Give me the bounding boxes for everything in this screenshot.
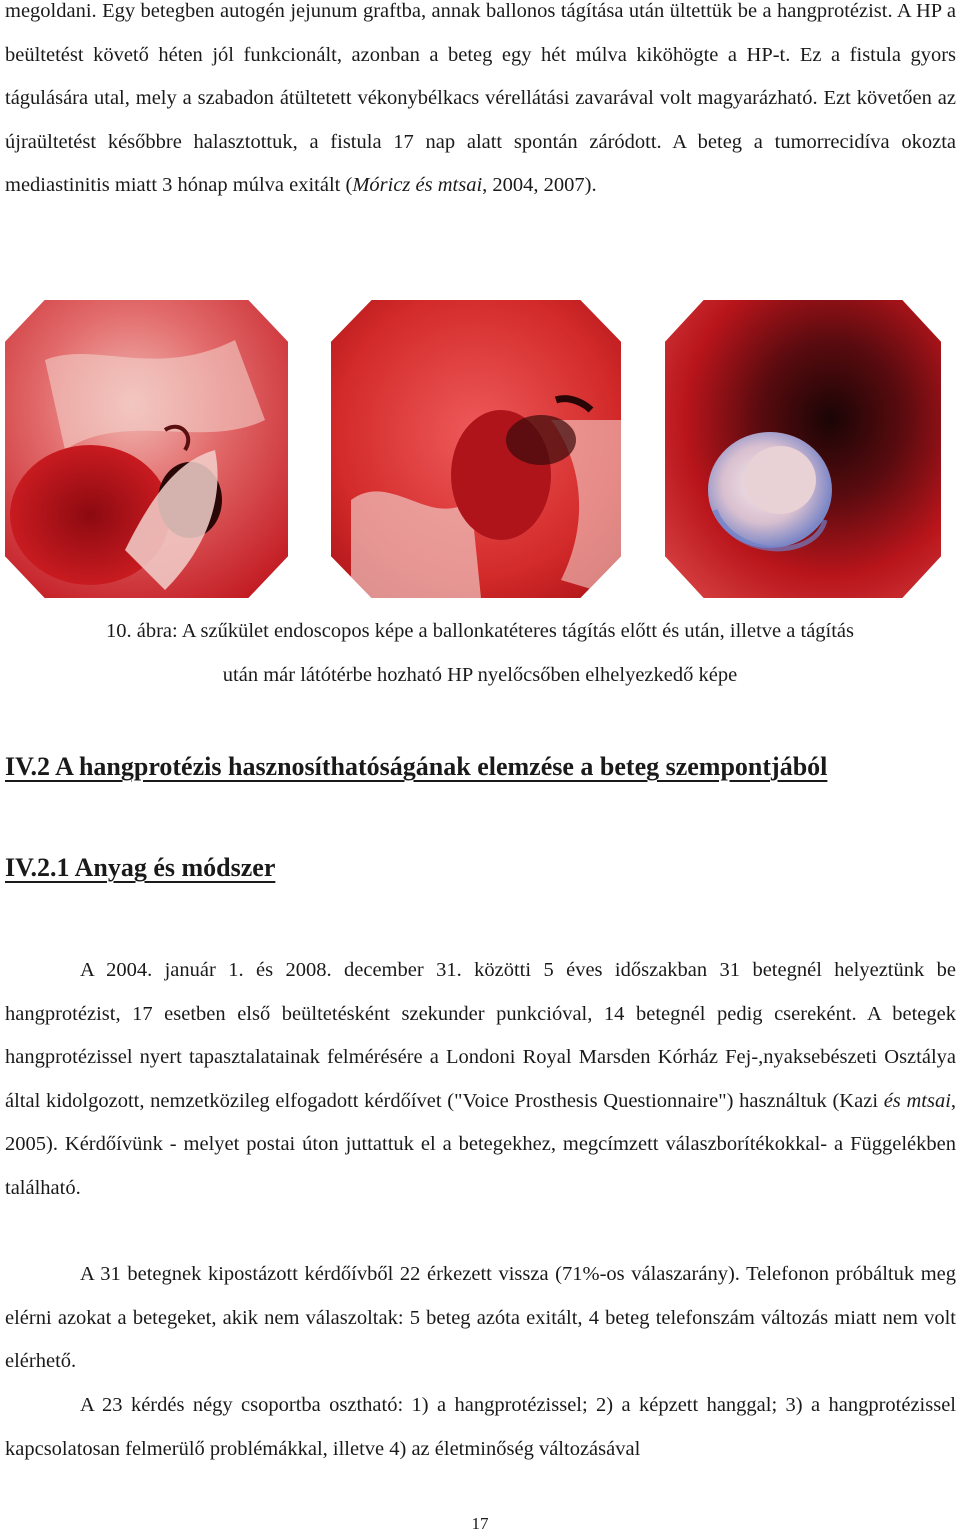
continuation-paragraph [5, 0, 956, 208]
subsection-heading: IV.2.1 Anyag és módszer [5, 853, 276, 882]
paragraph-text: , 2005). Kérdőívünk - melyet postai úton juttattuk el a betegekhez, megcímzett válaszborítékokkal- a Függelékben található. [5, 1089, 957, 1199]
citation-years: , 2004, 2007). [482, 174, 597, 196]
citation-authors: Móricz és mtsai [352, 174, 483, 196]
methods-paragraph-2: A 31 betegnek kipostázott kérdőívből 22 érkezett vissza (71%-os válaszarány). Telefonon próbáltuk meg elérni azokat a betegeket, akik nem válaszoltak: 5 beteg azóta exitált, 4 beteg telefonszám változás miatt nem volt elérhető. [5, 1263, 956, 1372]
page-number: 17 [471, 1514, 489, 1533]
paragraph-text: megoldani. Egy betegben autogén jejunum graftba, annak ballonos tágítása után ültettük be a hangprotézist. A HP a beültetést követő héten jól funkcionált, azonban a beteg egy hét múlva kiköhögte a HP-t. Ez a fistula gyors tágulására utal, mely a szabadon átültetett vékonybélkacs vérellátási zavarával volt magyarázható. Ezt követően az újraültetést későbbre halasztottuk, a fistula 17 nap alatt spontán záródott. A beteg a tumorrecidíva okozta mediastinitis miatt 3 hónap múlva exitált ( [5, 0, 956, 196]
section-heading: IV.2 A hangprotézis hasznosíthatóságának elemzése a beteg szempontjából [5, 752, 828, 781]
endoscopic-image-2 [331, 300, 621, 598]
caption-line-1: 10. ábra: A szűkület endoscopos képe a ballonkatéteres tágítás előtt és után, illetve a tágítás [105, 620, 855, 642]
figure-caption [0, 610, 960, 697]
citation-authors: és mtsai [883, 1089, 951, 1112]
methods-paragraph-1 [5, 949, 956, 1210]
caption-line-2: után már látótérbe hozható HP nyelőcsőben elhelyezkedő képe [222, 663, 738, 686]
methods-paragraph-3: A 23 kérdés négy csoportba osztható: 1) a hangprotézissel; 2) a képzett hanggal; 3) a hangprotézissel kapcsolatosan felmerülő problémákkal, illetve 4) az életminőség változásával [5, 1394, 956, 1460]
endoscopic-image-1 [5, 300, 288, 598]
paragraph-text: A 2004. január 1. és 2008. december 31. közötti 5 éves időszakban 31 betegnél helyeztünk be hangprotézist, 17 esetben első beültetésként szekunder punkcióval, 14 betegnél pedig csereként. A betegek hangprotézissel nyert tapasztalatainak felmérésére a Londoni Royal Marsden Kórház Fej-,nyaksebészeti Osztálya által kidolgozott, nemzetközileg elfogadott kérdőívet ("Voice Prosthesis Questionnaire") használtuk (Kazi [5, 959, 956, 1112]
endoscopic-figure-row [0, 300, 960, 600]
endoscopic-image-3 [665, 300, 941, 598]
